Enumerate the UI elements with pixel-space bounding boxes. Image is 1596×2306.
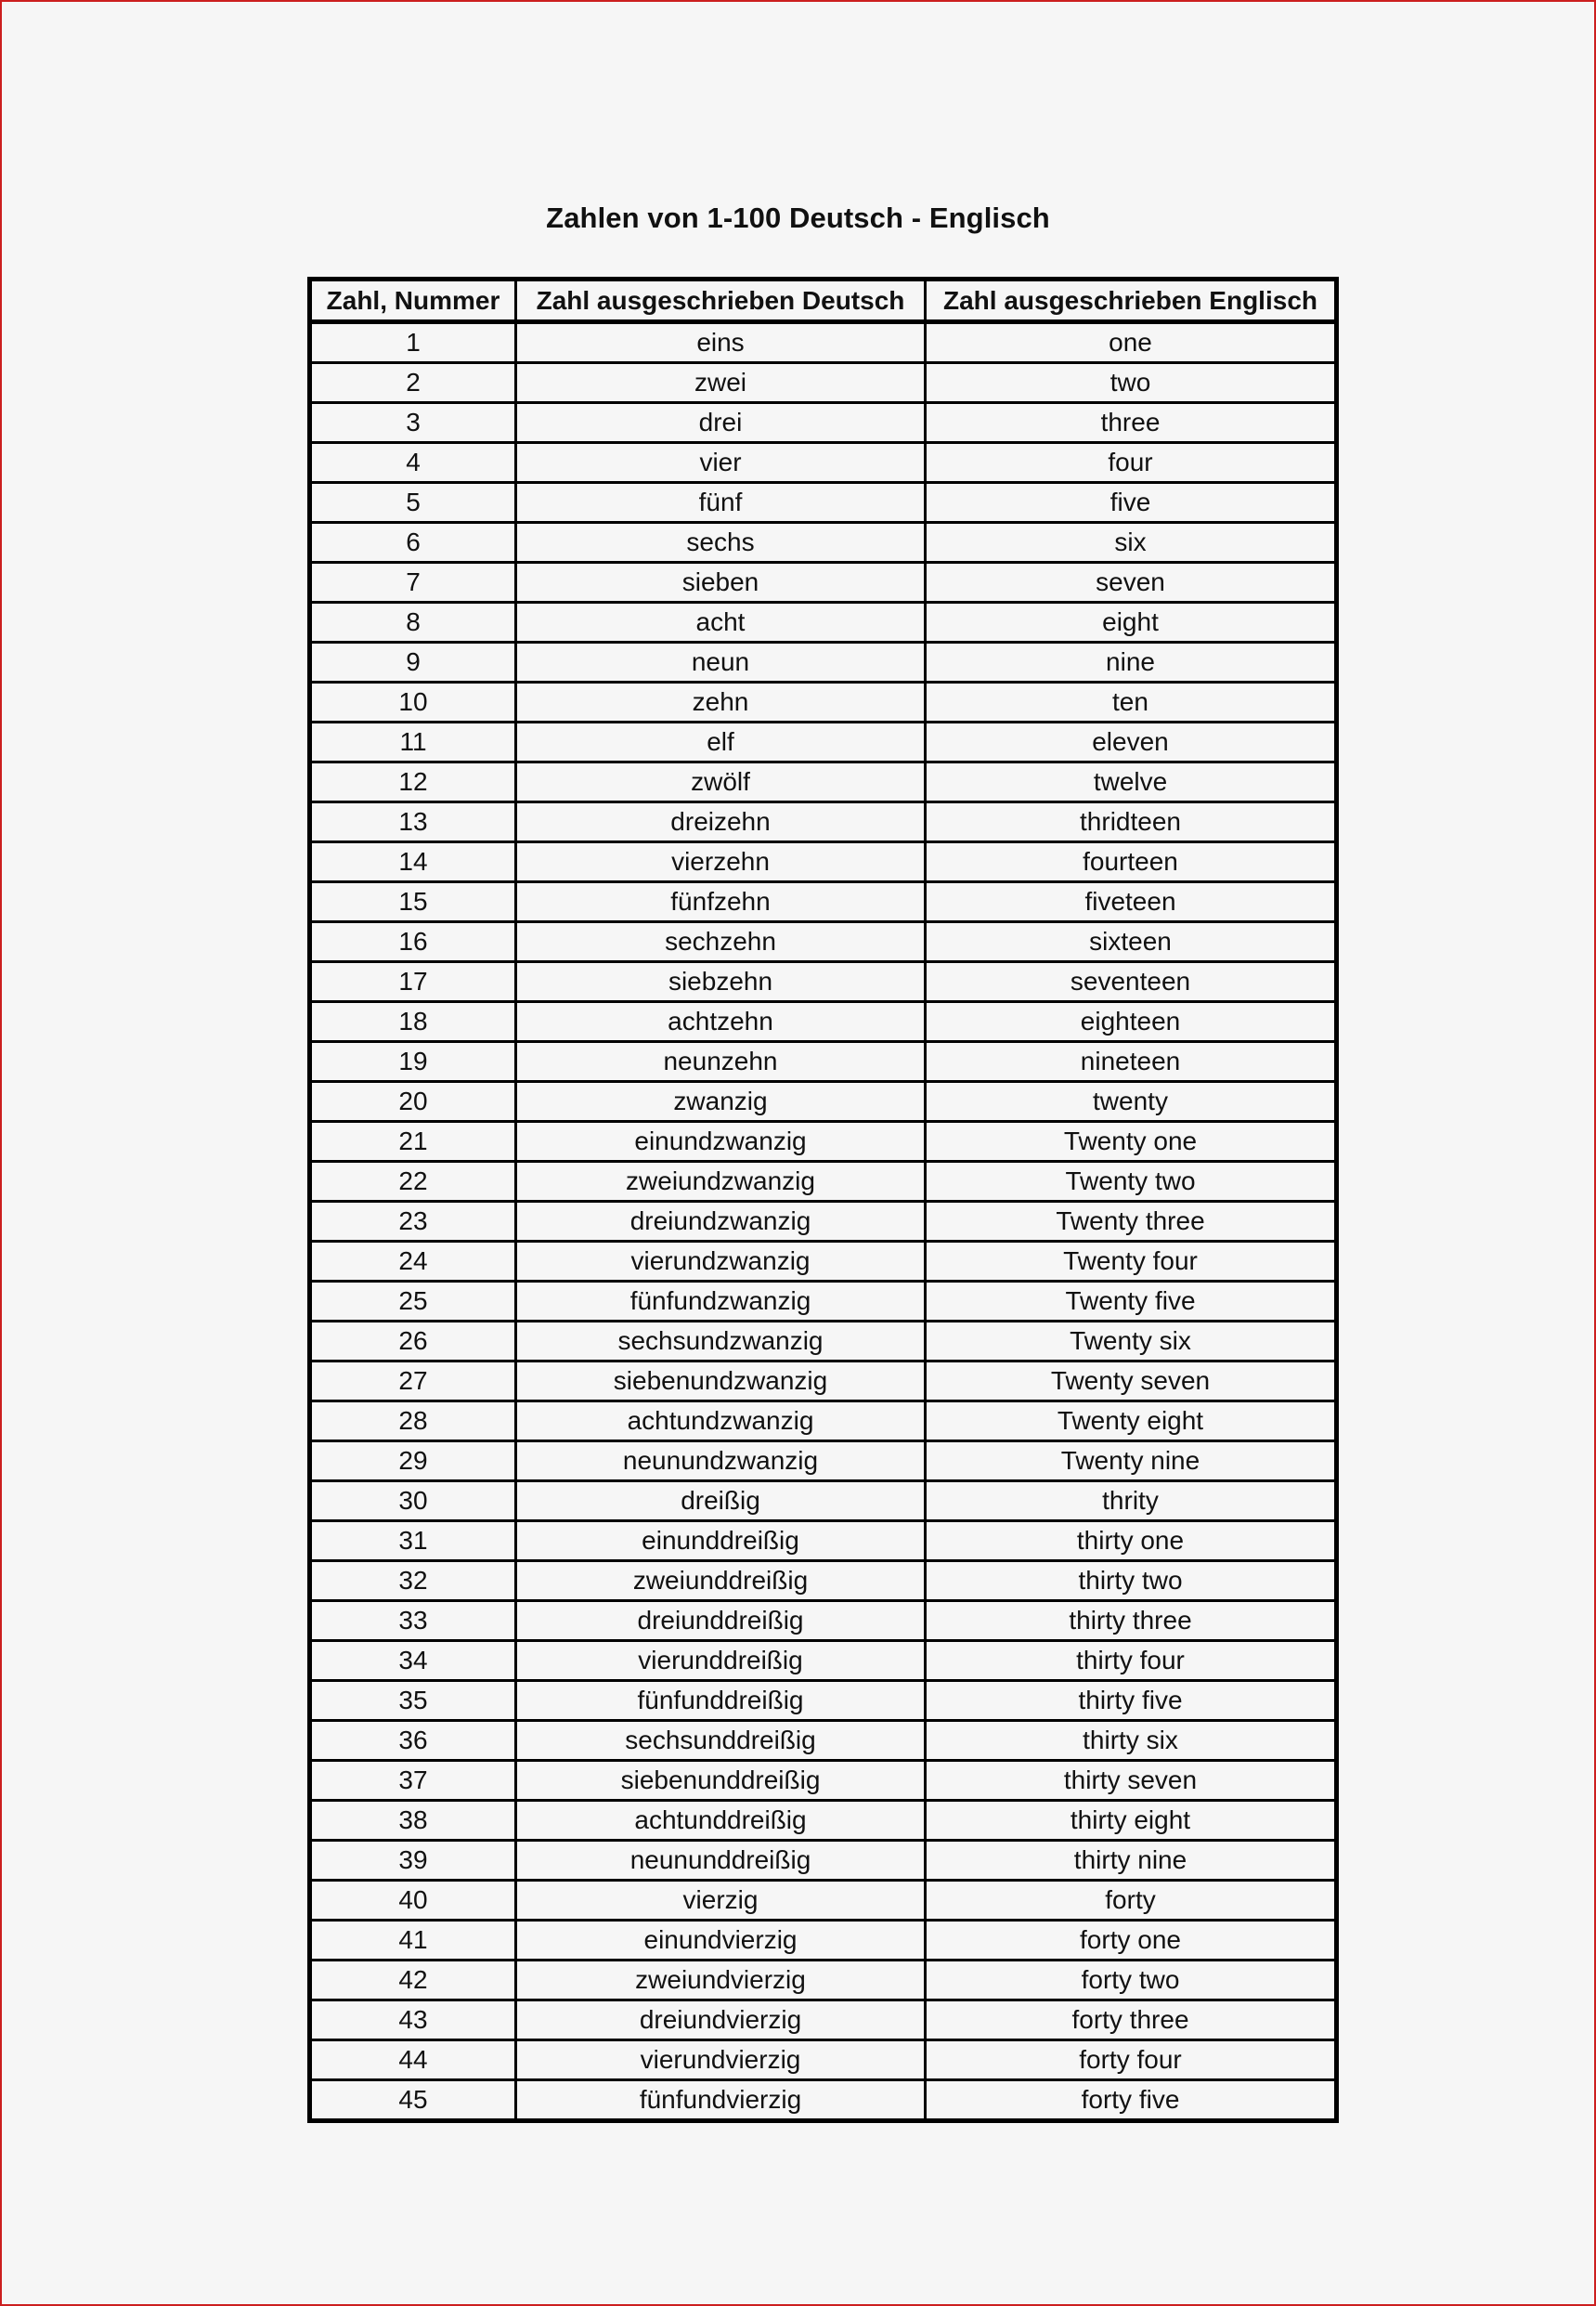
cell-english: ten: [926, 683, 1337, 723]
table-row: [310, 1721, 1337, 1761]
table-row: [310, 563, 1337, 603]
cell-english: twenty: [926, 1082, 1337, 1122]
cell-number: 39: [310, 1841, 516, 1881]
cell-german: siebzehn: [516, 962, 926, 1002]
cell-german: sieben: [516, 563, 926, 603]
table-row: [310, 962, 1337, 1002]
cell-english: three: [926, 403, 1337, 443]
cell-german: fünf: [516, 483, 926, 523]
cell-english: fourteen: [926, 842, 1337, 882]
cell-german: achtzehn: [516, 1002, 926, 1042]
table-row: [310, 1122, 1337, 1162]
table-row: [310, 723, 1337, 762]
cell-number: 42: [310, 1961, 516, 2000]
cell-english: thirty six: [926, 1721, 1337, 1761]
cell-english: seven: [926, 563, 1337, 603]
cell-english: forty three: [926, 2000, 1337, 2040]
table-row: [310, 683, 1337, 723]
table-body: [310, 322, 1337, 2121]
cell-german: vierundvierzig: [516, 2040, 926, 2080]
cell-english: two: [926, 363, 1337, 403]
table-row: [310, 403, 1337, 443]
cell-german: dreiunddreißig: [516, 1601, 926, 1641]
header-german: Zahl ausgeschrieben Deutsch: [516, 280, 926, 322]
table-row: [310, 363, 1337, 403]
table-row: [310, 1322, 1337, 1361]
cell-german: siebenundzwanzig: [516, 1361, 926, 1401]
cell-number: 4: [310, 443, 516, 483]
table-row: [310, 1961, 1337, 2000]
cell-number: 8: [310, 603, 516, 643]
cell-english: Twenty nine: [926, 1441, 1337, 1481]
table-row: [310, 922, 1337, 962]
cell-english: thirty three: [926, 1601, 1337, 1641]
table-row: [310, 1481, 1337, 1521]
cell-english: forty two: [926, 1961, 1337, 2000]
cell-german: drei: [516, 403, 926, 443]
header-number: Zahl, Nummer: [310, 280, 516, 322]
cell-german: vierzig: [516, 1881, 926, 1921]
table-row: [310, 1521, 1337, 1561]
cell-number: 5: [310, 483, 516, 523]
cell-number: 3: [310, 403, 516, 443]
table-row: [310, 1002, 1337, 1042]
table-row: [310, 1242, 1337, 1282]
cell-number: 32: [310, 1561, 516, 1601]
cell-number: 37: [310, 1761, 516, 1801]
cell-german: zweiundzwanzig: [516, 1162, 926, 1202]
cell-german: dreißig: [516, 1481, 926, 1521]
cell-number: 17: [310, 962, 516, 1002]
cell-english: forty five: [926, 2080, 1337, 2121]
table-row: [310, 1162, 1337, 1202]
cell-german: sechzehn: [516, 922, 926, 962]
cell-german: achtundzwanzig: [516, 1401, 926, 1441]
cell-german: fünfunddreißig: [516, 1681, 926, 1721]
table-row: [310, 483, 1337, 523]
cell-english: Twenty four: [926, 1242, 1337, 1282]
cell-german: zwölf: [516, 762, 926, 802]
cell-german: sechsundzwanzig: [516, 1322, 926, 1361]
cell-german: dreizehn: [516, 802, 926, 842]
cell-german: zehn: [516, 683, 926, 723]
cell-number: 12: [310, 762, 516, 802]
header-row: [310, 280, 1337, 322]
table-row: [310, 1042, 1337, 1082]
cell-number: 26: [310, 1322, 516, 1361]
cell-number: 18: [310, 1002, 516, 1042]
cell-english: fiveteen: [926, 882, 1337, 922]
cell-number: 36: [310, 1721, 516, 1761]
cell-english: eighteen: [926, 1002, 1337, 1042]
cell-number: 23: [310, 1202, 516, 1242]
cell-english: Twenty eight: [926, 1401, 1337, 1441]
cell-number: 33: [310, 1601, 516, 1641]
cell-german: fünfundzwanzig: [516, 1282, 926, 1322]
table-row: [310, 1601, 1337, 1641]
table-row: [310, 2040, 1337, 2080]
cell-german: fünfzehn: [516, 882, 926, 922]
cell-number: 38: [310, 1801, 516, 1841]
cell-number: 11: [310, 723, 516, 762]
cell-german: einundvierzig: [516, 1921, 926, 1961]
cell-german: neununddreißig: [516, 1841, 926, 1881]
cell-number: 43: [310, 2000, 516, 2040]
cell-german: dreiundzwanzig: [516, 1202, 926, 1242]
cell-german: siebenunddreißig: [516, 1761, 926, 1801]
cell-number: 45: [310, 2080, 516, 2121]
cell-german: eins: [516, 322, 926, 363]
table-row: [310, 643, 1337, 683]
cell-number: 24: [310, 1242, 516, 1282]
table-row: [310, 443, 1337, 483]
cell-german: zweiunddreißig: [516, 1561, 926, 1601]
number-table: [307, 277, 1339, 2123]
table-row: [310, 1561, 1337, 1601]
cell-number: 22: [310, 1162, 516, 1202]
cell-number: 1: [310, 322, 516, 363]
table-row: [310, 2000, 1337, 2040]
cell-english: eight: [926, 603, 1337, 643]
cell-english: eleven: [926, 723, 1337, 762]
cell-number: 20: [310, 1082, 516, 1122]
cell-german: fünfundvierzig: [516, 2080, 926, 2121]
cell-number: 19: [310, 1042, 516, 1082]
cell-english: Twenty five: [926, 1282, 1337, 1322]
table-row: [310, 1681, 1337, 1721]
cell-english: thirty five: [926, 1681, 1337, 1721]
cell-number: 29: [310, 1441, 516, 1481]
cell-number: 13: [310, 802, 516, 842]
table-row: [310, 523, 1337, 563]
cell-number: 7: [310, 563, 516, 603]
cell-german: vierzehn: [516, 842, 926, 882]
cell-english: forty: [926, 1881, 1337, 1921]
cell-number: 34: [310, 1641, 516, 1681]
cell-german: vier: [516, 443, 926, 483]
cell-english: thirty eight: [926, 1801, 1337, 1841]
table-row: [310, 1401, 1337, 1441]
table-row: [310, 1841, 1337, 1881]
table-row: [310, 1361, 1337, 1401]
cell-english: nineteen: [926, 1042, 1337, 1082]
cell-number: 9: [310, 643, 516, 683]
cell-number: 16: [310, 922, 516, 962]
cell-german: neunzehn: [516, 1042, 926, 1082]
table-row: [310, 762, 1337, 802]
cell-number: 2: [310, 363, 516, 403]
table-row: [310, 802, 1337, 842]
table-row: [310, 1641, 1337, 1681]
cell-german: dreiundvierzig: [516, 2000, 926, 2040]
cell-number: 41: [310, 1921, 516, 1961]
cell-german: acht: [516, 603, 926, 643]
table-row: [310, 1921, 1337, 1961]
cell-german: zwei: [516, 363, 926, 403]
cell-english: forty four: [926, 2040, 1337, 2080]
table-header: [310, 280, 1337, 322]
cell-english: six: [926, 523, 1337, 563]
cell-english: sixteen: [926, 922, 1337, 962]
table-row: [310, 882, 1337, 922]
cell-english: twelve: [926, 762, 1337, 802]
cell-english: Twenty three: [926, 1202, 1337, 1242]
cell-english: thridteen: [926, 802, 1337, 842]
number-table-container: [307, 277, 1339, 2123]
cell-german: zwanzig: [516, 1082, 926, 1122]
cell-number: 14: [310, 842, 516, 882]
cell-number: 6: [310, 523, 516, 563]
cell-english: Twenty seven: [926, 1361, 1337, 1401]
cell-english: Twenty one: [926, 1122, 1337, 1162]
cell-english: Twenty two: [926, 1162, 1337, 1202]
table-row: [310, 322, 1337, 363]
cell-english: nine: [926, 643, 1337, 683]
cell-german: vierundzwanzig: [516, 1242, 926, 1282]
header-english: Zahl ausgeschrieben Englisch: [926, 280, 1337, 322]
cell-german: neunundzwanzig: [516, 1441, 926, 1481]
table-row: [310, 2080, 1337, 2121]
cell-number: 25: [310, 1282, 516, 1322]
table-row: [310, 1801, 1337, 1841]
cell-german: neun: [516, 643, 926, 683]
cell-english: thrity: [926, 1481, 1337, 1521]
cell-english: thirty four: [926, 1641, 1337, 1681]
table-row: [310, 1202, 1337, 1242]
cell-number: 28: [310, 1401, 516, 1441]
table-row: [310, 1761, 1337, 1801]
cell-german: sechsunddreißig: [516, 1721, 926, 1761]
cell-english: thirty seven: [926, 1761, 1337, 1801]
cell-english: forty one: [926, 1921, 1337, 1961]
cell-number: 10: [310, 683, 516, 723]
document-title: Zahlen von 1-100 Deutsch - Englisch: [546, 202, 1050, 234]
cell-english: five: [926, 483, 1337, 523]
cell-number: 40: [310, 1881, 516, 1921]
cell-number: 15: [310, 882, 516, 922]
cell-number: 27: [310, 1361, 516, 1401]
cell-german: elf: [516, 723, 926, 762]
table-row: [310, 1881, 1337, 1921]
cell-english: thirty one: [926, 1521, 1337, 1561]
cell-english: thirty two: [926, 1561, 1337, 1601]
cell-number: 30: [310, 1481, 516, 1521]
cell-german: achtunddreißig: [516, 1801, 926, 1841]
table-row: [310, 1282, 1337, 1322]
cell-german: vierunddreißig: [516, 1641, 926, 1681]
cell-number: 21: [310, 1122, 516, 1162]
cell-number: 44: [310, 2040, 516, 2080]
cell-number: 35: [310, 1681, 516, 1721]
cell-german: einunddreißig: [516, 1521, 926, 1561]
cell-german: einundzwanzig: [516, 1122, 926, 1162]
cell-german: sechs: [516, 523, 926, 563]
table-row: [310, 842, 1337, 882]
cell-english: thirty nine: [926, 1841, 1337, 1881]
cell-english: Twenty six: [926, 1322, 1337, 1361]
cell-german: zweiundvierzig: [516, 1961, 926, 2000]
cell-english: seventeen: [926, 962, 1337, 1002]
cell-number: 31: [310, 1521, 516, 1561]
table-row: [310, 1082, 1337, 1122]
table-row: [310, 1441, 1337, 1481]
cell-english: one: [926, 322, 1337, 363]
cell-english: four: [926, 443, 1337, 483]
table-row: [310, 603, 1337, 643]
